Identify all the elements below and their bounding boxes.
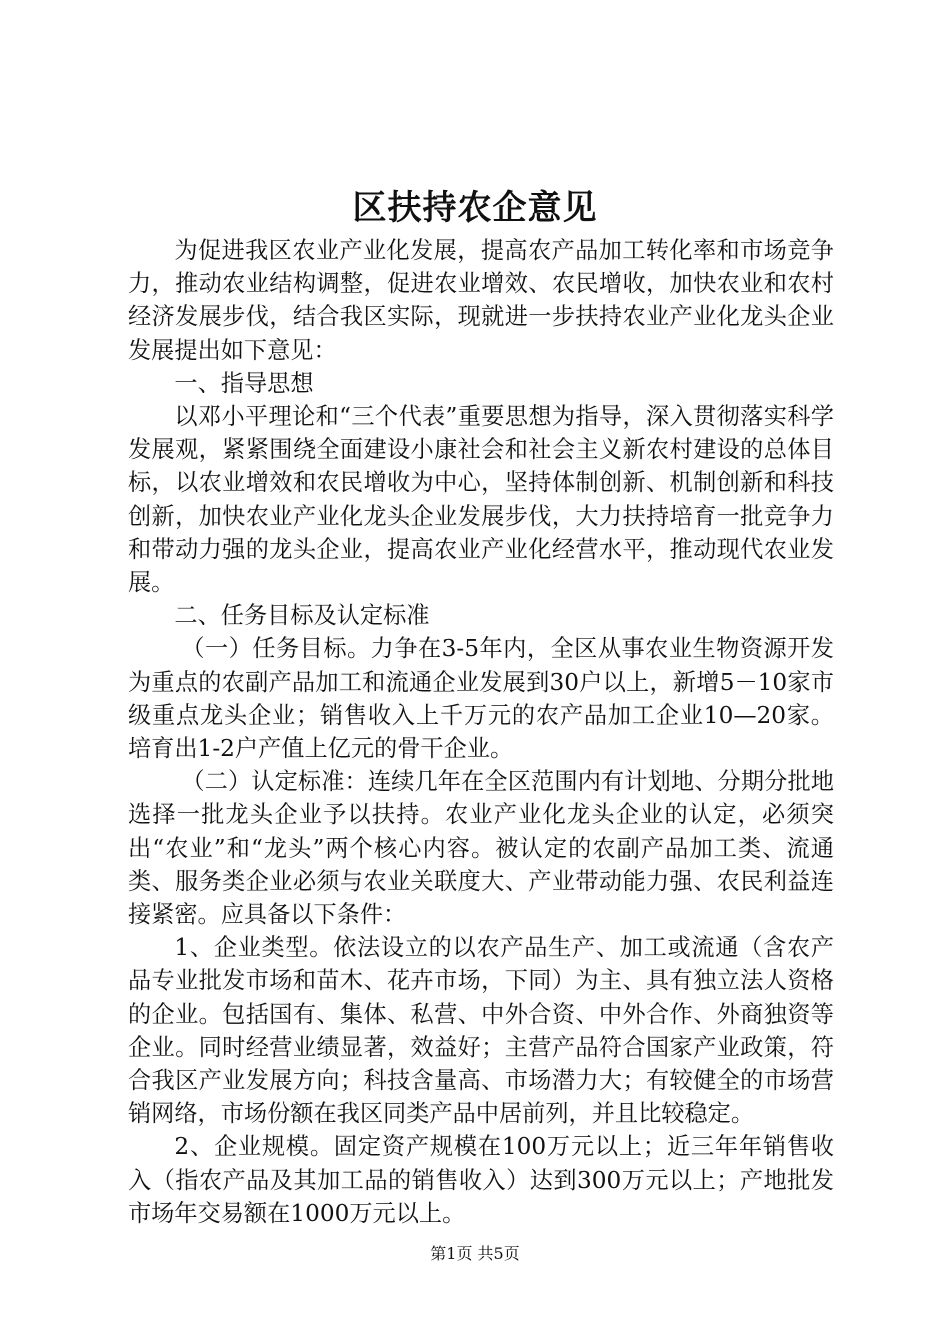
paragraph-task-goals: （一）任务目标。力争在3-5年内，全区从事农业生物资源开发为重点的农副产品加工和流通企业发展到30户以上，新增5－10家市级重点龙头企业；销售收入上千万元的农产品加工企业10—20家。培育出1-2户产值上亿元的骨干企业。: [128, 635, 834, 763]
heading-guiding-ideology: 一、指导思想: [174, 369, 314, 397]
paragraph-enterprise-scale: 2、企业规模。固定资产规模在100万元以上；近三年年销售收入（指农产品及其加工品的销售收入）达到300万元以上；产地批发市场年交易额在1000万元以上。: [128, 1133, 834, 1227]
heading-tasks-and-standards: 二、任务目标及认定标准: [174, 602, 430, 630]
paragraph-recognition-standards: （二）认定标准：连续几年在全区范围内有计划地、分期分批地选择一批龙头企业予以扶持。农业产业化龙头企业的认定，必须突出“农业”和“龙头”两个核心内容。被认定的农副产品加工类、流通类、服务类企业必须与农业关联度大、产业带动能力强、农民利益连接紧密。应具备以下条件：: [128, 768, 834, 929]
page-footer: 第1页 共5页: [430, 1244, 520, 1263]
paragraph-guiding-ideology: 以邓小平理论和“三个代表”重要思想为指导，深入贯彻落实科学发展观，紧紧围绕全面建设小康社会和社会主义新农村建设的总体目标，以农业增效和农民增收为中心，坚持体制创新、机制创新和科技创新，加快农业产业化龙头企业发展步伐，大力扶持培育一批竞争力和带动力强的龙头企业，提高农业产业化经营水平，推动现代农业发展。: [128, 403, 834, 597]
paragraph-enterprise-type: 1、企业类型。依法设立的以农产品生产、加工或流通（含农产品专业批发市场和苗木、花卉市场，下同）为主、具有独立法人资格的企业。包括国有、集体、私营、中外合资、中外合作、外商独资等企业。同时经营业绩显著，效益好；主营产品符合国家产业政策，符合我区产业发展方向；科技含量高、市场潜力大；有较健全的市场营销网络，市场份额在我区同类产品中居前列，并且比较稳定。: [128, 934, 834, 1128]
document-title: 区扶持农企意见: [352, 188, 598, 228]
document-body: [128, 234, 834, 1230]
paragraph-intro: 为促进我区农业产业化发展，提高农产品加工转化率和市场竞争力，推动农业结构调整，促进农业增效、农民增收，加快农业和农村经济发展步伐，结合我区实际，现就进一步扶持农业产业化龙头企业发展提出如下意见：: [128, 237, 834, 364]
